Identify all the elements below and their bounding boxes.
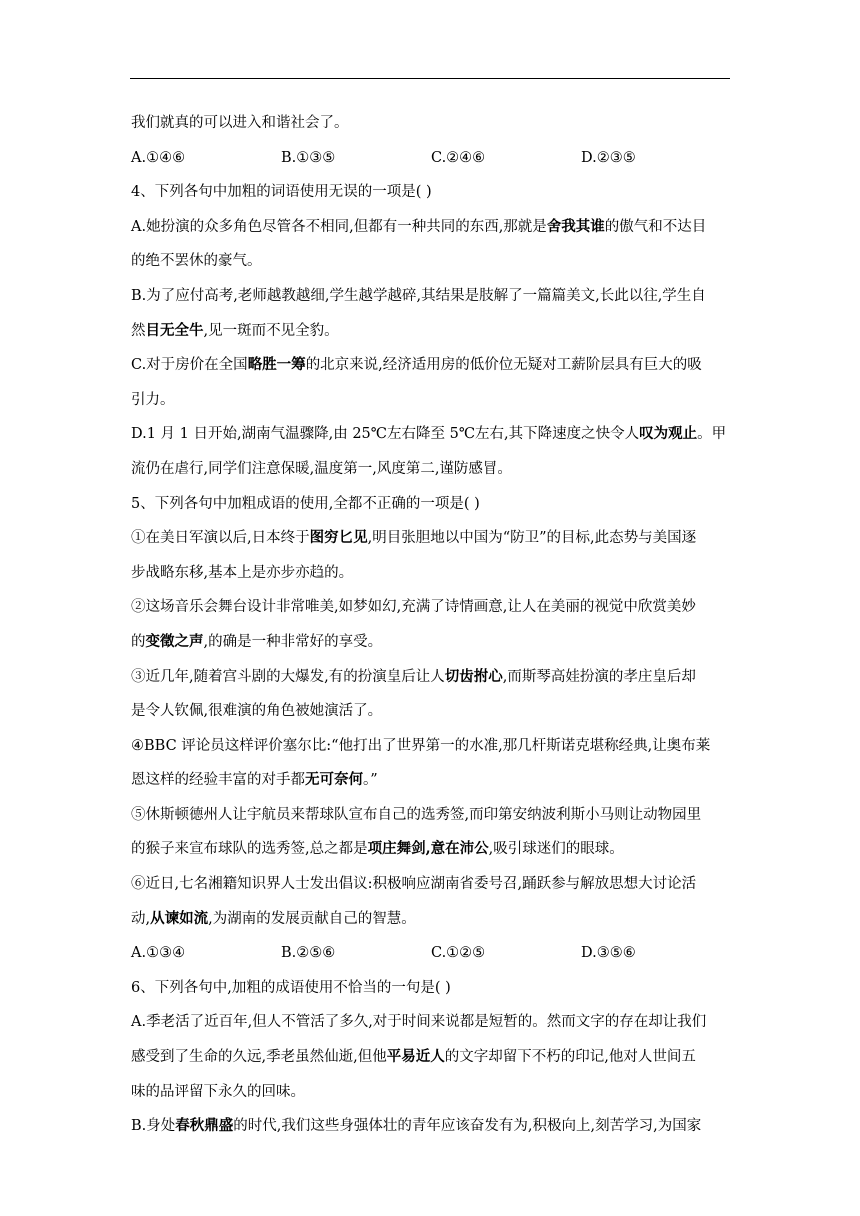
q5-item-6-line1: ⑥近日,七名湘籍知识界人士发出倡议:积极响应湖南省委号召,踊跃参与解放思想大讨论活	[131, 876, 697, 893]
options-q5	[131, 936, 731, 971]
q5-item-3-line2: 是令人钦佩,很难演的角色被她演活了。	[131, 703, 383, 720]
bold-idiom: 春秋鼎盛	[175, 1117, 234, 1135]
bold-idiom: 无可奈何	[305, 771, 363, 789]
bold-idiom: 从谏如流	[150, 909, 209, 927]
question-5-stem: 5、下列各句中加粗成语的使用,全都不正确的一项是( )	[131, 495, 480, 512]
q4-option-b-line2: 然目无全牛,见一斑而不见全豹。	[131, 321, 339, 339]
option-a: A.①④⑥	[131, 149, 186, 166]
option-d: D.③⑤⑥	[581, 945, 636, 962]
q4-option-b-line1: B.为了应付高考,老师越教越细,学生越学越碎,其结果是肢解了一篇篇美文,长此以往,学生自	[131, 287, 706, 304]
option-b: B.②⑤⑥	[281, 945, 336, 962]
option-d: D.②③⑤	[581, 149, 636, 166]
bold-idiom: 图穷匕见	[309, 529, 368, 547]
q6-option-a-line2: 感受到了生命的久远,季老虽然仙逝,但他平易近人的文字却留下不朽的印记,他对人世间五	[131, 1048, 696, 1066]
option-b: B.①③⑤	[281, 149, 336, 166]
q5-item-5-line2: 的猴子来宣布球队的选秀签,总之都是项庄舞剑,意在沛公,吸引球迷们的眼球。	[131, 840, 624, 858]
q4-option-c-line2: 引力。	[131, 391, 175, 408]
q5-item-4-line1: ④BBC 评论员这样评价塞尔比:“他打出了世界第一的水准,那几杆斯诺克堪称经典,让奥布莱	[131, 737, 711, 754]
q5-item-2-line1: ②这场音乐会舞台设计非常唯美,如梦如幻,充满了诗情画意,让人在美丽的视觉中欣赏美妙	[131, 599, 696, 616]
q4-option-c-line1: C.对于房价在全国略胜一筹的北京来说,经济适用房的低价位无疑对工薪阶层具有巨大的吸	[131, 356, 702, 374]
q4-option-d-line1: D.1 月 1 日开始,湖南气温骤降,由 25℃左右降至 5℃左右,其下降速度之快令人叹为观止。甲	[131, 425, 727, 443]
question-6-stem: 6、下列各句中,加粗的成语使用不恰当的一句是( )	[131, 979, 451, 996]
q5-item-6-line2: 动,从谏如流,为湖南的发展贡献自己的智慧。	[131, 909, 416, 927]
option-c: C.①②⑤	[431, 945, 486, 962]
q4-option-a-line1: A.她扮演的众多角色尽管各不相同,但都有一种共同的东西,那就是舍我其谁的傲气和不达目	[131, 217, 707, 235]
options-q3	[131, 141, 731, 176]
q6-option-b-line1: B.身处春秋鼎盛的时代,我们这些身强体壮的青年应该奋发有为,积极向上,刻苦学习,为国家	[131, 1117, 702, 1135]
q5-item-1-line2: 步战略东移,基本上是亦步亦趋的。	[131, 564, 354, 581]
header-rule	[130, 78, 730, 79]
document-body	[131, 106, 731, 1144]
q6-option-a-line3: 味的品评留下永久的回味。	[131, 1083, 305, 1100]
q5-item-2-line2: 的变徵之声,的确是一种非常好的享受。	[131, 632, 383, 650]
option-a: A.①③④	[131, 945, 186, 962]
bold-idiom: 略胜一筹	[247, 356, 306, 374]
bold-idiom: 舍我其谁	[546, 217, 605, 235]
bold-idiom: 平易近人	[386, 1048, 445, 1066]
bold-idiom: 目无全牛	[145, 321, 204, 339]
q4-option-a-line2: 的绝不罢休的豪气。	[131, 253, 262, 270]
bold-idiom: 叹为观止	[639, 425, 698, 443]
q5-item-4-line2: 恩这样的经验丰富的对手都无可奈何。”	[131, 771, 378, 789]
bold-idiom: 变徵之声	[145, 632, 204, 650]
bold-idiom: 切齿拊心	[444, 667, 503, 685]
bold-idiom: 项庄舞剑,意在沛公	[367, 840, 489, 858]
q6-option-a-line1: A.季老活了近百年,但人不管活了多久,对于时间来说都是短暂的。然而文字的存在却让我们	[131, 1014, 707, 1031]
q4-option-d-line2: 流仍在虐行,同学们注意保暖,温度第一,风度第二,谨防感冒。	[131, 460, 512, 477]
q5-item-5-line1: ⑤休斯顿德州人让宇航员来帮球队宣布自己的选秀签,而印第安纳波利斯小马则让动物园里	[131, 806, 702, 823]
option-c: C.②④⑥	[431, 149, 486, 166]
q5-item-3-line1: ③近几年,随着宫斗剧的大爆发,有的扮演皇后让人切齿拊心,而斯琴高娃扮演的孝庄皇后却	[131, 667, 696, 685]
question-4-stem: 4、下列各句中加粗的词语使用无误的一项是( )	[131, 184, 432, 201]
text-line: 我们就真的可以进入和谐社会了。	[131, 115, 349, 131]
q5-item-1-line1: ①在美日军演以后,日本终于图穷匕见,明目张胆地以中国为“防卫”的目标,此态势与美国逐	[131, 529, 697, 547]
